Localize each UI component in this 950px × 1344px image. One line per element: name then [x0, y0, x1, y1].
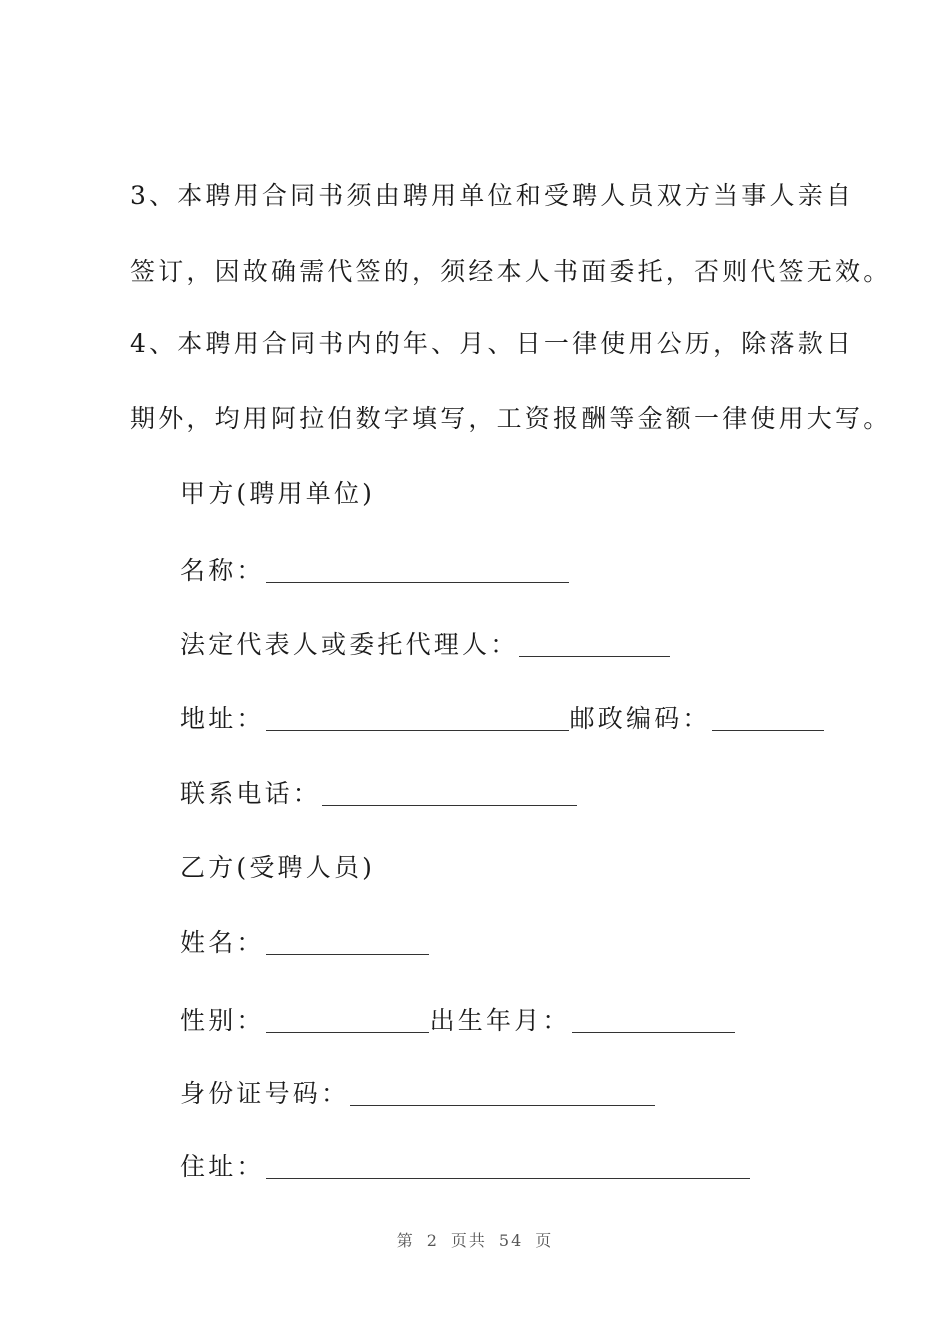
- footer-suffix: 页: [535, 1231, 554, 1250]
- party-a-rep-blank[interactable]: [519, 634, 670, 657]
- party-a-phone-label: 联系电话：: [180, 779, 322, 808]
- footer-prefix: 第: [396, 1231, 415, 1250]
- party-b-gender-blank[interactable]: [266, 1010, 429, 1033]
- party-b-birth-blank[interactable]: [572, 1010, 735, 1033]
- party-a-phone-row: [180, 779, 578, 809]
- party-b-id-blank[interactable]: [350, 1083, 655, 1106]
- party-b-residence-row: [180, 1152, 751, 1182]
- party-b-birth-label: 出生年月：: [429, 1006, 571, 1035]
- party-b-name-row: [180, 928, 430, 958]
- clause-3-line-1: 3、本聘用合同书须由聘用单位和受聘人员双方当事人亲自: [130, 181, 855, 210]
- party-b-id-label: 身份证号码：: [180, 1079, 350, 1108]
- party-a-rep-row: [180, 630, 671, 660]
- party-a-address-blank[interactable]: [266, 708, 569, 731]
- party-b-heading: 乙方(受聘人员): [180, 853, 376, 882]
- footer-middle: 页共: [450, 1231, 487, 1250]
- party-b-gender-row: [180, 1006, 736, 1036]
- party-a-postcode-label: 邮政编码：: [569, 704, 711, 733]
- party-a-rep-label: 法定代表人或委托代理人：: [180, 630, 519, 659]
- clause-4-line-2: 期外，均用阿拉伯数字填写，工资报酬等金额一律使用大写。: [130, 404, 892, 433]
- footer-page-number: 2: [426, 1231, 439, 1250]
- clause-4-line-1: 4、本聘用合同书内的年、月、日一律使用公历，除落款日: [130, 329, 855, 358]
- party-b-gender-label: 性别：: [180, 1006, 265, 1035]
- party-b-name-blank[interactable]: [266, 932, 429, 955]
- party-a-address-label: 地址：: [180, 704, 265, 733]
- footer-total-pages: 54: [498, 1231, 524, 1250]
- clause-3-line-2: 签订，因故确需代签的，须经本人书面委托，否则代签无效。: [130, 257, 892, 286]
- party-a-phone-blank[interactable]: [322, 783, 577, 806]
- party-a-heading: 甲方(聘用单位): [180, 479, 376, 508]
- party-a-name-label: 名称：: [180, 556, 265, 585]
- party-a-name-row: [180, 556, 570, 586]
- page-footer: [0, 1228, 950, 1251]
- party-b-residence-label: 住址：: [180, 1152, 265, 1181]
- party-a-postcode-blank[interactable]: [712, 708, 824, 731]
- party-b-residence-blank[interactable]: [266, 1156, 750, 1179]
- party-b-name-label: 姓名：: [180, 928, 265, 957]
- party-a-address-row: [180, 704, 825, 734]
- party-b-id-row: [180, 1079, 656, 1109]
- party-a-name-blank[interactable]: [266, 560, 569, 583]
